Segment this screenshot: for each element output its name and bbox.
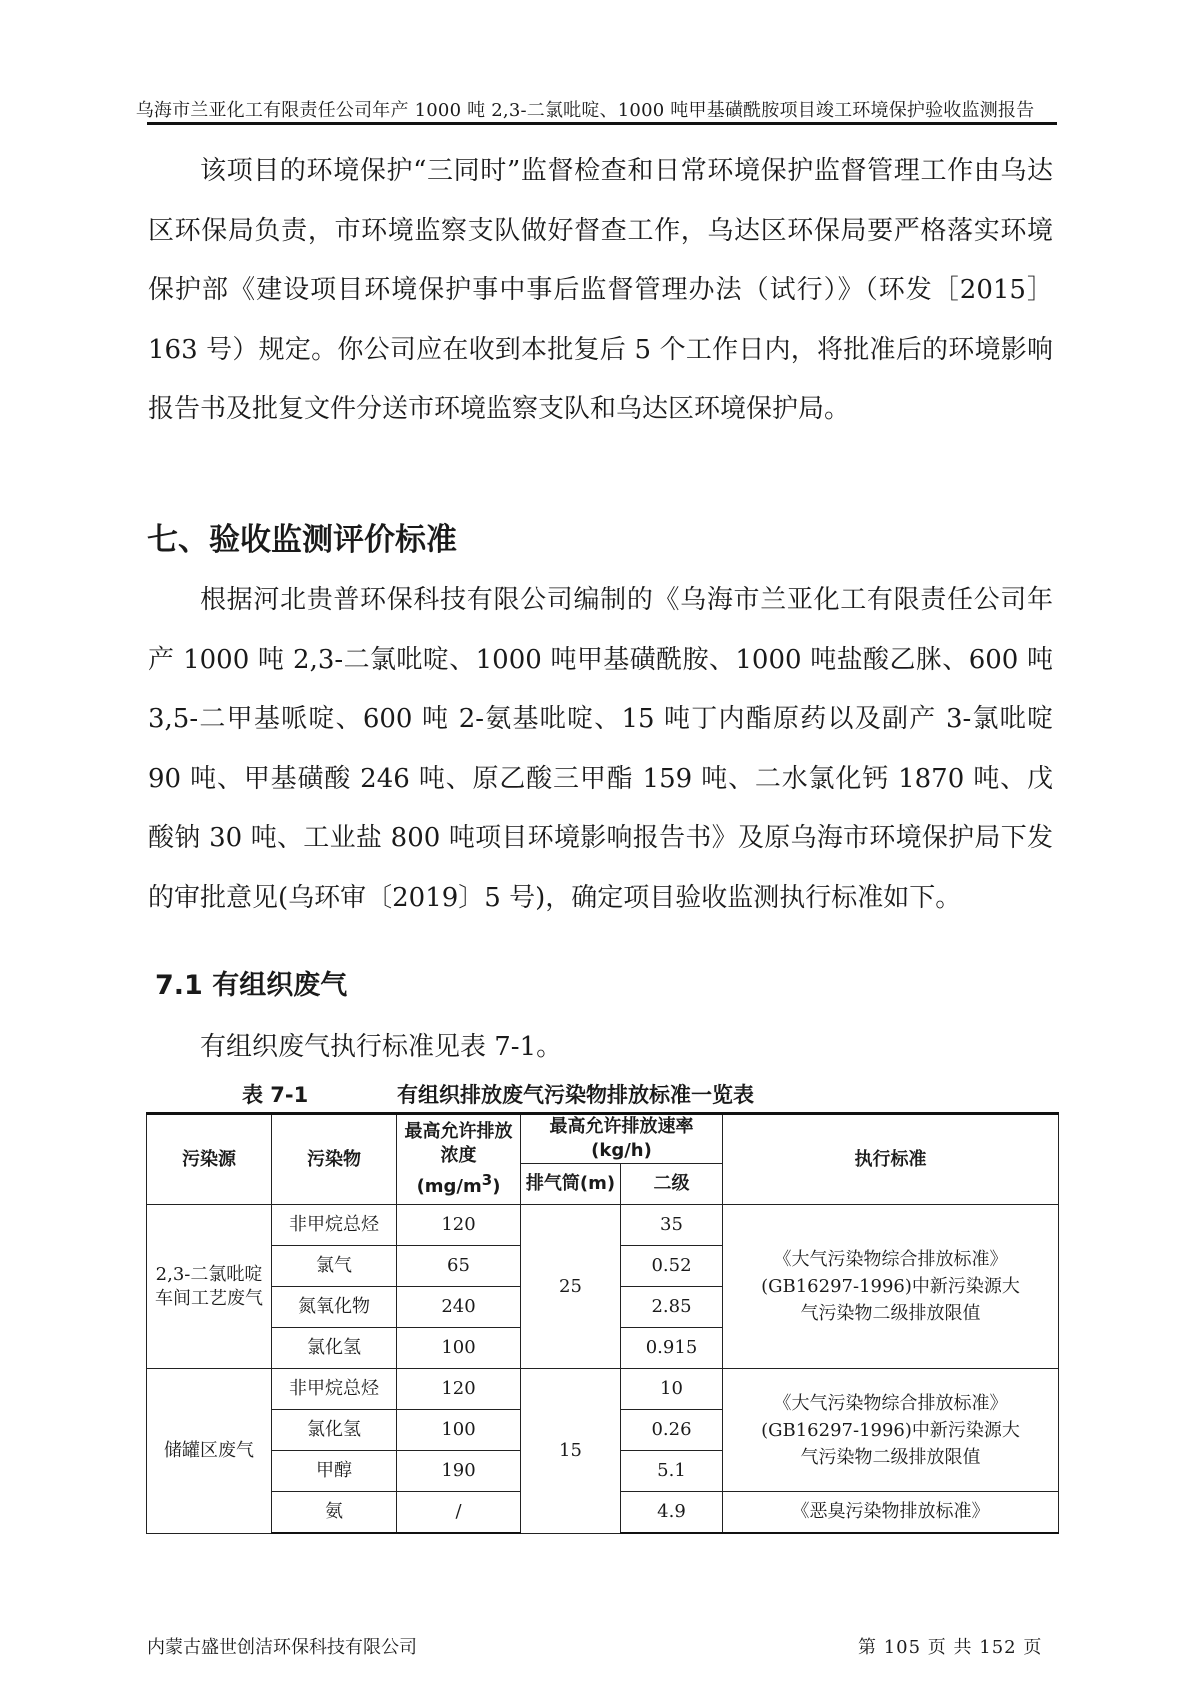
- header-rate-line2: (kg/h): [591, 1140, 652, 1161]
- table-header-row: [147, 1114, 1059, 1164]
- rate-cell: 4.9: [621, 1492, 723, 1534]
- pollutant-cell: 氯气: [272, 1246, 397, 1287]
- paragraph-basis: 根据河北贵普环保科技有限公司编制的《乌海市兰亚化工有限责任公司年产 1000 吨 2,3-二氯吡啶、1000 吨甲基磺酰胺、1000 吨盐酸乙脒、600 吨 3,5-二甲基哌啶、600 吨 2-氨基吡啶、15 吨丁内酯原药以及副产 3-氯吡啶 90 吨、甲基磺酸 246 吨、原乙酸三甲酯 159 吨、二水氯化钙 1870 吨、戊酸钠 30 吨、工业盐 800 吨项目环境影响报告书》及原乌海市环境保护局下发的审批意见(乌环审〔2019〕5 号)，确定项目验收监测执行标准如下。: [148, 585, 1053, 913]
- header-source: 污染源: [147, 1114, 272, 1205]
- concentration-cell: 120: [397, 1205, 521, 1246]
- header-conc-unit-sup: 3: [481, 1171, 493, 1189]
- concentration-cell: 100: [397, 1328, 521, 1369]
- standard-line1: 《大气污染物综合排放标准》: [773, 1249, 1008, 1270]
- source-line1: 2,3-二氯吡啶: [155, 1263, 263, 1285]
- pollutant-cell: 非甲烷总烃: [272, 1369, 397, 1410]
- source-cell: 储罐区废气: [147, 1369, 272, 1534]
- source-cell: [147, 1205, 272, 1369]
- footer-page-number: 第 105 页 共 152 页: [858, 1637, 1043, 1658]
- concentration-cell: 240: [397, 1287, 521, 1328]
- header-concentration: [397, 1114, 521, 1205]
- pollutant-cell: 氯化氢: [272, 1410, 397, 1451]
- header-conc-unit-pre: 浓度(mg/m: [416, 1145, 482, 1197]
- table-row: [147, 1205, 1059, 1246]
- header-rule: [147, 122, 1057, 125]
- standard-line2: (GB16297-1996)中新污染源大: [761, 1276, 1020, 1297]
- standard-cell: [723, 1205, 1059, 1369]
- standard-line3: 气污染物二级排放限值: [800, 1303, 981, 1324]
- rate-cell: 35: [621, 1205, 723, 1246]
- concentration-cell: 65: [397, 1246, 521, 1287]
- section-heading-7: 七、验收监测评价标准: [147, 522, 457, 558]
- standard-cell: [723, 1369, 1059, 1492]
- concentration-cell: 120: [397, 1369, 521, 1410]
- header-rate-line1: 最高允许排放速率: [549, 1116, 694, 1137]
- rate-cell: 0.52: [621, 1246, 723, 1287]
- pollutant-cell: 非甲烷总烃: [272, 1205, 397, 1246]
- table-caption-title: 有组织排放废气污染物排放标准一览表: [397, 1083, 754, 1107]
- concentration-cell: 190: [397, 1451, 521, 1492]
- header-grade-two: 二级: [621, 1164, 723, 1205]
- header-rate: [521, 1114, 723, 1164]
- header-standard: 执行标准: [723, 1114, 1059, 1205]
- standard-line2: (GB16297-1996)中新污染源大: [761, 1419, 1020, 1441]
- header-conc-line1: 最高允许排放: [404, 1121, 513, 1142]
- pollutant-cell: 氨: [272, 1492, 397, 1534]
- standard-cell-odor: 《恶臭污染物排放标准》: [723, 1492, 1059, 1534]
- table-caption-number: 表 7-1: [242, 1083, 309, 1107]
- pollutant-cell: 氯化氢: [272, 1328, 397, 1369]
- concentration-cell: /: [397, 1492, 521, 1534]
- standard-line1: 《大气污染物综合排放标准》: [773, 1392, 1008, 1414]
- source-line2: 车间工艺废气: [155, 1287, 263, 1309]
- concentration-cell: 100: [397, 1410, 521, 1451]
- header-conc-line2: [401, 1144, 516, 1199]
- rate-cell: 10: [621, 1369, 723, 1410]
- rate-cell: 0.915: [621, 1328, 723, 1369]
- standard-line3: 气污染物二级排放限值: [800, 1446, 981, 1468]
- table-row: [147, 1369, 1059, 1410]
- emission-standard-table: [146, 1112, 1059, 1534]
- rate-cell: 2.85: [621, 1287, 723, 1328]
- pollutant-cell: 氮氧化物: [272, 1287, 397, 1328]
- stack-height-cell: 15: [521, 1369, 621, 1534]
- rate-cell: 5.1: [621, 1451, 723, 1492]
- paragraph-table-ref: 有组织废气执行标准见表 7-1。: [200, 1032, 563, 1062]
- footer-company: 内蒙古盛世创洁环保科技有限公司: [147, 1637, 417, 1658]
- header-stack-height: 排气筒(m): [521, 1164, 621, 1205]
- stack-height-cell: 25: [521, 1205, 621, 1369]
- header-pollutant: 污染物: [272, 1114, 397, 1205]
- pollutant-cell: 甲醇: [272, 1451, 397, 1492]
- header-conc-unit-post: ): [492, 1176, 501, 1197]
- report-header-title: 乌海市兰亚化工有限责任公司年产 1000 吨 2,3-二氯吡啶、1000 吨甲基磺酰胺项目竣工环境保护验收监测报告: [135, 100, 1035, 121]
- section-heading-7-1: 7.1 有组织废气: [155, 970, 348, 1001]
- paragraph-supervision: 该项目的环境保护“三同时”监督检查和日常环境保护监督管理工作由乌达区环保局负责，市环境监察支队做好督查工作，乌达区环保局要严格落实环境保护部《建设项目环境保护事中事后监督管理办法（试行）》（环发［2015］163 号）规定。你公司应在收到本批复后 5 个工作日内，将批准后的环境影响报告书及批复文件分送市环境监察支队和乌达区环境保护局。: [148, 156, 1053, 424]
- rate-cell: 0.26: [621, 1410, 723, 1451]
